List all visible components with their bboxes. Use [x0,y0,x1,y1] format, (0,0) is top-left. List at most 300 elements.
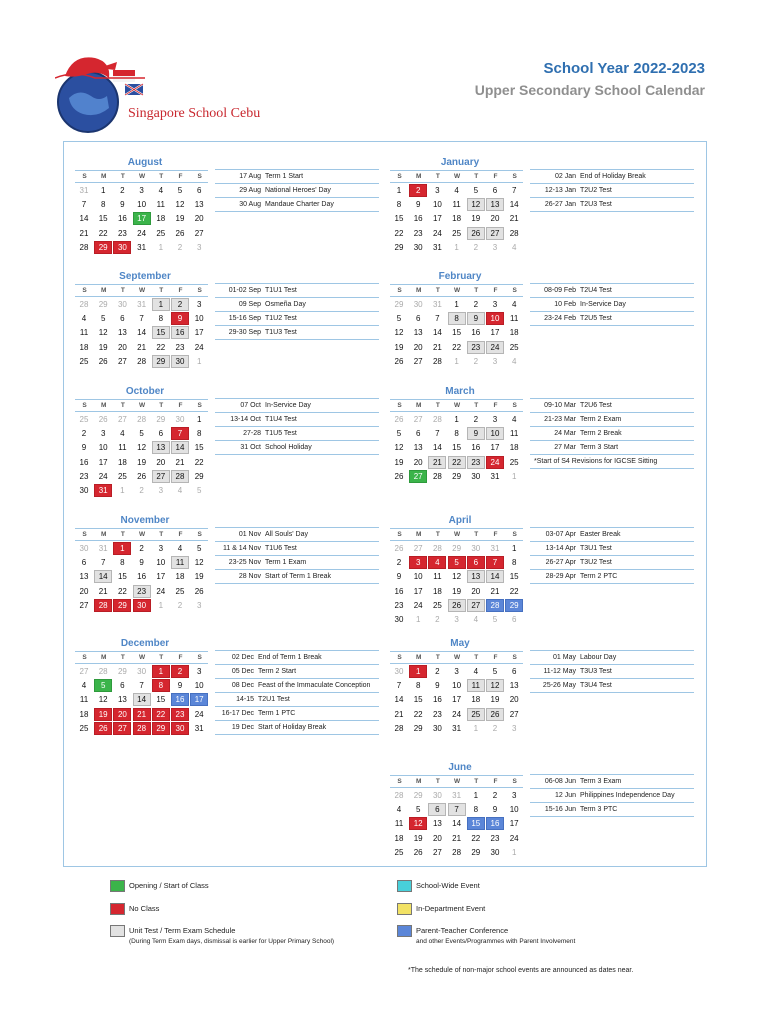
day-cell: 22 [152,708,170,721]
weekday-label: T [120,287,125,294]
day-cell: 2 [177,600,183,610]
day-cell: 1 [454,300,459,309]
legend-swatch [110,903,125,915]
day-cell: 19 [137,457,147,467]
day-cell: 21 [452,833,462,843]
day-cell: 2 [473,242,479,252]
day-cell: 3 [158,544,164,553]
event-date: 08-09 Feb [544,287,576,294]
day-cell: 25 [509,342,519,352]
weekday-header [390,528,523,541]
day-cell: 5 [415,805,421,815]
event-list [530,169,694,212]
day-cell: 4 [177,486,183,495]
day-cell: 27 [509,709,519,719]
day-cell: 30 [79,486,89,495]
weekday-label: W [454,654,461,661]
event-row [215,297,379,311]
day-cell: 28 [432,356,442,366]
event-row [215,426,379,440]
day-cell: 9 [435,681,440,691]
day-cell: 29 [452,544,462,553]
weekday-label: T [159,654,164,661]
legend-label: Opening / Start of Class [129,881,209,890]
day-cell: 17 [413,586,423,596]
event-text: Term 1 PTC [258,710,296,717]
day-cell: 3 [100,429,106,439]
day-cell: 6 [511,667,517,676]
weekday-label: F [178,173,183,180]
day-cell: 26 [413,847,423,857]
event-text: T2U5 Test [580,315,612,322]
day-cell: 4 [396,805,402,815]
event-text: Term 2 Exam [580,416,622,423]
day-cell: 31 [137,300,147,309]
day-cell: 27 [79,600,89,610]
day-cell: 3 [454,667,459,676]
event-row [530,664,694,678]
month-september [75,271,405,373]
day-cell: 28 [137,415,147,424]
day-cell: 3 [435,186,440,195]
weekday-label: T [159,287,164,294]
day-cell: 8 [473,805,479,815]
day-cell: 5 [94,679,112,692]
weekday-label: T [474,778,479,785]
day-cell: 11 [433,572,442,582]
day-cell: 28 [432,544,442,553]
day-cell: 24 [486,341,504,354]
weekday-label: S [512,778,517,785]
event-date: 07 Oct [240,402,261,409]
event-row [530,426,694,440]
page-title-block [475,60,705,98]
day-cell: 3 [492,300,498,309]
day-cell: 25 [156,228,166,238]
event-date: 26-27 Jan [544,201,576,208]
day-cell: 11 [510,429,519,439]
day-cell: 3 [158,486,164,495]
day-cell: 11 [171,556,189,569]
day-cell: 2 [177,242,183,252]
day-cell: 19 [98,342,108,352]
day-cell: 15 [452,328,462,338]
day-cell: 18 [79,709,89,719]
event-date: 02 Jan [554,173,576,180]
event-list [215,527,379,584]
event-date: 12 Jun [554,792,576,799]
event-row [215,692,379,706]
event-row [530,169,694,183]
day-cell: 3 [454,615,459,624]
day-cell: 11 [79,695,89,705]
day-cell: 7 [448,803,466,816]
event-date: 23-25 Nov [228,559,261,566]
event-row [530,527,694,541]
day-cell: 16 [471,443,481,453]
day-cell: 21 [133,708,151,721]
event-text: T3U3 Test [580,668,612,675]
day-cell: 25 [79,415,89,424]
day-cell: 15 [194,443,204,453]
day-cell: 23 [432,709,442,719]
day-cell: 10 [452,681,462,691]
event-date: 27 Mar [554,444,576,451]
day-cell: 11 [467,679,485,692]
event-row [530,311,694,325]
day-cell: 8 [158,314,164,324]
day-cell: 2 [396,558,402,568]
weekday-label: T [159,531,164,538]
weekday-label: T [120,402,125,409]
day-cell: 30 [471,471,481,481]
day-cell: 29 [117,667,127,676]
day-cell: 23 [467,341,485,354]
day-cell: 31 [432,300,442,309]
day-cell: 27 [467,599,485,612]
day-cell: 1 [152,665,170,678]
event-date: 09-10 Mar [544,402,576,409]
day-cell: 2 [473,356,479,366]
weekday-label: T [435,654,440,661]
event-row [530,183,694,197]
day-cell: 30 [394,615,404,624]
day-cell: 14 [133,693,151,706]
day-cell: 14 [394,695,404,705]
legend-swatch [110,880,125,892]
day-cell: 2 [435,667,440,676]
month-name: October [125,386,165,397]
day-cell: 1 [473,723,479,733]
legend-swatch [397,925,412,937]
event-list [215,398,379,455]
school-logo [55,48,295,138]
event-date: 12-13 Jan [544,187,576,194]
event-date: 10 Feb [554,301,576,308]
day-cell: 3 [492,415,498,424]
day-cell: 23 [175,342,185,352]
day-cell: 12 [467,198,485,211]
weekday-label: T [474,287,479,294]
day-cell: 15 [452,443,462,453]
weekday-label: F [493,402,498,409]
event-date: 01-02 Sep [228,287,261,294]
month-name: February [438,271,482,282]
day-cell: 20 [113,708,131,721]
day-cell: 25 [432,600,442,610]
event-list [530,774,694,817]
day-cell: 7 [171,427,189,440]
day-cell: 15 [152,326,170,339]
event-text: T2U4 Test [580,287,612,294]
weekday-label: M [415,654,422,661]
day-cell: 17 [490,328,500,338]
event-text: T1U6 Test [265,545,297,552]
event-row [530,541,694,555]
weekday-label: T [435,287,440,294]
day-cell: 31 [452,791,462,800]
event-text: T3U1 Test [580,545,612,552]
day-cell: 5 [492,615,498,624]
event-text: Term 2 Break [580,430,622,437]
day-cell: 2 [171,665,189,678]
day-cell: 7 [396,681,402,691]
day-cell: 8 [100,200,106,210]
weekday-header [75,399,208,412]
day-cell: 14 [432,328,442,338]
weekday-label: T [120,654,125,661]
weekday-label: S [397,531,402,538]
day-cell: 15 [413,695,423,705]
day-cell: 15 [98,214,108,224]
day-cell: 29 [94,241,112,254]
weekday-label: S [512,173,517,180]
day-cell: 20 [194,214,204,224]
day-cell: 31 [452,723,462,733]
weekday-label: S [82,654,87,661]
day-cell: 3 [196,667,202,676]
event-row [530,555,694,569]
day-cell: 30 [79,544,89,553]
day-cell: 20 [490,214,500,224]
event-row [530,678,694,692]
day-cell: 23 [133,585,151,598]
day-cell: 18 [471,695,481,705]
day-cell: 9 [396,572,402,582]
event-date: 16-17 Dec [221,710,254,717]
weekday-label: W [454,531,461,538]
day-cell: 7 [435,314,440,324]
day-cell: 13 [79,572,89,582]
day-cell: 6 [196,186,202,195]
day-cell: 9 [81,443,87,453]
day-cell: 5 [473,186,479,195]
weekday-label: S [512,287,517,294]
event-text: T1U1 Test [265,287,297,294]
event-text: T1U2 Test [265,315,297,322]
day-cell: 21 [432,342,442,352]
event-date: 28-29 Apr [545,573,576,580]
weekday-label: T [474,654,479,661]
day-cell: 29 [194,471,204,481]
day-cell: 18 [117,457,127,467]
day-cell: 2 [435,615,440,624]
day-cell: 9 [139,558,144,568]
day-cell: 19 [452,586,462,596]
day-cell: 10 [413,572,423,582]
day-cell: 23 [413,228,423,238]
day-cell: 15 [117,572,127,582]
weekday-header [75,284,208,297]
event-text: Term 3 Start [580,444,619,451]
event-date: 03-07 Apr [545,531,576,538]
day-cell: 28 [509,228,519,238]
event-text: Labour Day [580,654,617,661]
legend-swatch [110,925,125,937]
day-cell: 6 [492,186,498,195]
day-cell: 13 [117,328,127,338]
weekday-header [390,170,523,183]
day-cell: 21 [509,214,519,224]
weekday-label: F [178,531,183,538]
day-cell: 12 [486,679,504,692]
day-cell: 5 [396,429,402,439]
day-cell: 10 [156,558,166,568]
day-cell: 28 [94,599,112,612]
day-cell: 3 [196,300,202,309]
day-cell: 8 [454,429,459,439]
day-cell: 31 [98,544,108,553]
day-cell: 4 [81,314,87,324]
day-cell: 3 [511,723,517,733]
event-date: 29 Aug [239,187,261,194]
weekday-header [390,775,523,788]
day-cell: 3 [492,242,498,252]
day-cell: 14 [137,328,147,338]
day-cell: 29 [471,847,481,857]
day-cell: 14 [79,214,89,224]
day-cell: 29 [394,300,404,309]
weekday-label: F [178,654,183,661]
month-march [390,386,720,488]
weekday-label: M [415,402,422,409]
event-row [215,412,379,426]
day-cell: 19 [394,342,404,352]
legend-swatch [397,880,412,892]
day-cell: 22 [194,457,204,467]
event-row [530,569,694,583]
day-cell: 10 [486,312,504,325]
weekday-label: W [139,402,146,409]
day-cell: 1 [454,356,459,366]
day-cell: 15 [467,817,485,830]
day-cell: 6 [415,314,421,324]
day-cell: 30 [137,667,147,676]
day-cell: 22 [452,342,462,352]
event-list [215,283,379,340]
day-cell: 13 [486,198,504,211]
weekday-label: M [415,531,422,538]
day-cell: 28 [79,300,89,309]
day-cell: 16 [117,214,127,224]
day-cell: 18 [432,586,442,596]
day-cell: 31 [94,484,112,497]
day-cell: 27 [413,544,423,553]
day-cell: 7 [139,681,144,691]
day-cell: 25 [175,586,185,596]
weekday-label: M [415,173,422,180]
weekday-header [390,651,523,664]
school-name: Singapore School Cebu [128,106,261,121]
weekday-label: T [120,531,125,538]
month-february [390,271,720,373]
day-cell: 11 [394,819,404,829]
day-cell: 3 [139,186,144,195]
day-cell: 30 [117,300,127,309]
day-cell: 27 [79,667,89,676]
day-cell: 22 [117,586,127,596]
day-cell: 29 [413,791,423,800]
day-cell: 4 [177,544,183,553]
weekday-label: T [120,173,125,180]
month-april [390,515,720,631]
event-text: T1U5 Test [265,430,297,437]
day-cell: 26 [448,599,466,612]
weekday-label: S [197,402,202,409]
event-date: 13-14 Apr [545,545,576,552]
day-cell: 9 [177,681,183,691]
legend-sublabel: and other Events/Programmes with Parent Involvement [416,938,576,945]
event-date: 28 Nov [238,573,261,580]
event-text: Start of Holiday Break [258,724,327,731]
day-cell: 15 [509,572,519,582]
event-text: T3U2 Test [580,559,612,566]
event-date: 15-16 Sep [228,315,261,322]
day-cell: 30 [133,599,151,612]
day-cell: 1 [196,356,202,366]
day-cell: 24 [486,456,504,469]
day-cell: 19 [175,214,185,224]
day-cell: 8 [152,679,170,692]
day-cell: 5 [492,667,498,676]
day-cell: 29 [152,355,170,368]
day-cell: 13 [509,681,519,691]
day-cell: 22 [448,456,466,469]
day-cell: 2 [492,791,498,800]
day-cell: 9 [415,200,421,210]
day-cell: 24 [509,833,519,843]
event-row [530,802,694,816]
day-cell: 28 [394,723,404,733]
event-text: Term 2 PTC [580,573,618,580]
weekday-label: M [100,402,107,409]
day-cell: 30 [413,242,423,252]
day-cell: 14 [452,819,462,829]
day-cell: 29 [152,722,170,735]
weekday-header [75,170,208,183]
day-cell: 29 [505,599,523,612]
event-date: 25-26 May [542,682,576,689]
day-cell: 30 [171,722,189,735]
weekday-label: S [512,531,517,538]
day-cell: 18 [79,342,89,352]
weekday-label: M [100,173,107,180]
event-text: Term 1 Start [265,173,304,180]
day-cell: 11 [79,328,89,338]
day-cell: 1 [158,600,164,610]
event-text: T1U3 Test [265,329,297,336]
event-row [530,774,694,788]
month-name: May [450,638,470,649]
day-cell: 27 [113,722,131,735]
weekday-label: W [454,402,461,409]
day-cell: 10 [486,427,504,440]
day-cell: 31 [79,186,89,195]
day-cell: 1 [409,665,427,678]
event-row [215,197,379,211]
weekday-label: F [493,287,498,294]
weekday-header [390,399,523,412]
event-row [215,720,379,734]
event-date: 27-28 [243,430,261,437]
day-cell: 30 [471,544,481,553]
day-cell: 12 [98,695,108,705]
day-cell: 31 [137,242,147,252]
page-subtitle: Upper Secondary School Calendar [474,82,705,98]
day-cell: 26 [94,722,112,735]
legend-label: In-Department Event [416,904,486,913]
weekday-label: S [397,173,402,180]
